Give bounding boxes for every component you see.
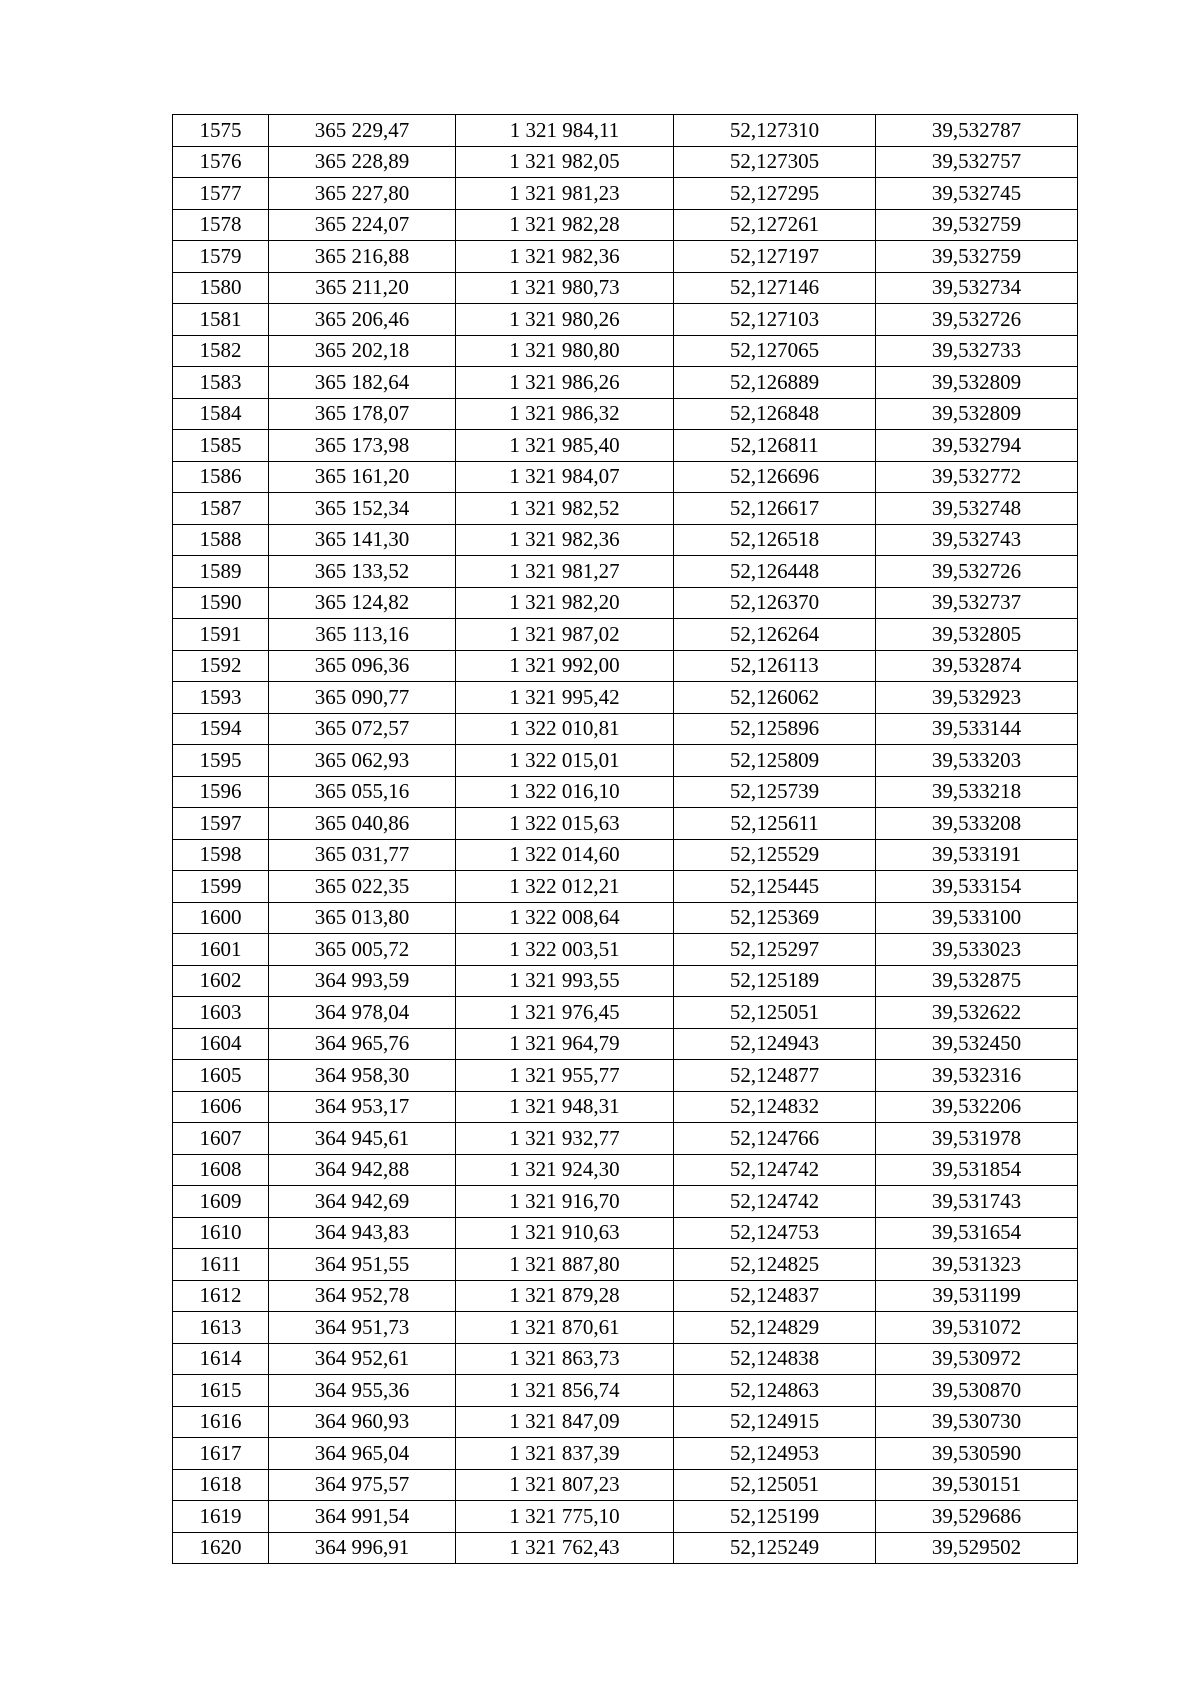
point-number-cell: 1605 [173, 1060, 269, 1092]
point-number-cell: 1603 [173, 997, 269, 1029]
longitude-cell: 39,531654 [876, 1217, 1078, 1249]
latitude-cell: 52,127146 [674, 272, 876, 304]
x-coordinate-cell: 365 229,47 [269, 115, 456, 147]
table-row [173, 965, 1078, 997]
table-row [173, 398, 1078, 430]
table-row [173, 146, 1078, 178]
latitude-cell: 52,126811 [674, 430, 876, 462]
longitude-cell: 39,533208 [876, 808, 1078, 840]
point-number-cell: 1600 [173, 902, 269, 934]
x-coordinate-cell: 365 113,16 [269, 619, 456, 651]
y-coordinate-cell: 1 321 980,26 [456, 304, 674, 336]
x-coordinate-cell: 365 152,34 [269, 493, 456, 525]
y-coordinate-cell: 1 321 993,55 [456, 965, 674, 997]
y-coordinate-cell: 1 322 010,81 [456, 713, 674, 745]
point-number-cell: 1602 [173, 965, 269, 997]
latitude-cell: 52,124838 [674, 1343, 876, 1375]
x-coordinate-cell: 364 991,54 [269, 1501, 456, 1533]
y-coordinate-cell: 1 321 887,80 [456, 1249, 674, 1281]
y-coordinate-cell: 1 321 955,77 [456, 1060, 674, 1092]
x-coordinate-cell: 364 951,55 [269, 1249, 456, 1281]
longitude-cell: 39,533203 [876, 745, 1078, 777]
point-number-cell: 1595 [173, 745, 269, 777]
longitude-cell: 39,531323 [876, 1249, 1078, 1281]
latitude-cell: 52,126889 [674, 367, 876, 399]
table-row [173, 1091, 1078, 1123]
longitude-cell: 39,532757 [876, 146, 1078, 178]
latitude-cell: 52,125611 [674, 808, 876, 840]
longitude-cell: 39,532759 [876, 241, 1078, 273]
y-coordinate-cell: 1 322 003,51 [456, 934, 674, 966]
x-coordinate-cell: 364 975,57 [269, 1469, 456, 1501]
x-coordinate-cell: 365 133,52 [269, 556, 456, 588]
x-coordinate-cell: 365 090,77 [269, 682, 456, 714]
y-coordinate-cell: 1 321 910,63 [456, 1217, 674, 1249]
y-coordinate-cell: 1 322 015,63 [456, 808, 674, 840]
table-row [173, 1249, 1078, 1281]
latitude-cell: 52,124766 [674, 1123, 876, 1155]
y-coordinate-cell: 1 321 870,61 [456, 1312, 674, 1344]
latitude-cell: 52,126518 [674, 524, 876, 556]
point-number-cell: 1616 [173, 1406, 269, 1438]
x-coordinate-cell: 365 013,80 [269, 902, 456, 934]
y-coordinate-cell: 1 321 984,11 [456, 115, 674, 147]
table-row [173, 335, 1078, 367]
y-coordinate-cell: 1 321 995,42 [456, 682, 674, 714]
longitude-cell: 39,530730 [876, 1406, 1078, 1438]
point-number-cell: 1584 [173, 398, 269, 430]
y-coordinate-cell: 1 321 982,05 [456, 146, 674, 178]
x-coordinate-cell: 365 206,46 [269, 304, 456, 336]
longitude-cell: 39,533023 [876, 934, 1078, 966]
y-coordinate-cell: 1 321 964,79 [456, 1028, 674, 1060]
point-number-cell: 1592 [173, 650, 269, 682]
longitude-cell: 39,532748 [876, 493, 1078, 525]
latitude-cell: 52,124832 [674, 1091, 876, 1123]
x-coordinate-cell: 364 945,61 [269, 1123, 456, 1155]
latitude-cell: 52,125249 [674, 1532, 876, 1564]
x-coordinate-cell: 365 055,16 [269, 776, 456, 808]
x-coordinate-cell: 364 960,93 [269, 1406, 456, 1438]
table-row [173, 430, 1078, 462]
longitude-cell: 39,532772 [876, 461, 1078, 493]
longitude-cell: 39,529502 [876, 1532, 1078, 1564]
point-number-cell: 1599 [173, 871, 269, 903]
x-coordinate-cell: 364 952,78 [269, 1280, 456, 1312]
latitude-cell: 52,125809 [674, 745, 876, 777]
y-coordinate-cell: 1 322 016,10 [456, 776, 674, 808]
y-coordinate-cell: 1 322 008,64 [456, 902, 674, 934]
point-number-cell: 1608 [173, 1154, 269, 1186]
longitude-cell: 39,532726 [876, 304, 1078, 336]
table-row [173, 745, 1078, 777]
latitude-cell: 52,124943 [674, 1028, 876, 1060]
longitude-cell: 39,532206 [876, 1091, 1078, 1123]
table-row [173, 934, 1078, 966]
point-number-cell: 1581 [173, 304, 269, 336]
table-row [173, 997, 1078, 1029]
latitude-cell: 52,125051 [674, 997, 876, 1029]
y-coordinate-cell: 1 321 916,70 [456, 1186, 674, 1218]
y-coordinate-cell: 1 322 012,21 [456, 871, 674, 903]
point-number-cell: 1607 [173, 1123, 269, 1155]
x-coordinate-cell: 365 040,86 [269, 808, 456, 840]
point-number-cell: 1587 [173, 493, 269, 525]
x-coordinate-cell: 364 965,76 [269, 1028, 456, 1060]
y-coordinate-cell: 1 322 014,60 [456, 839, 674, 871]
x-coordinate-cell: 365 005,72 [269, 934, 456, 966]
y-coordinate-cell: 1 321 985,40 [456, 430, 674, 462]
table-row [173, 556, 1078, 588]
y-coordinate-cell: 1 321 982,20 [456, 587, 674, 619]
x-coordinate-cell: 365 227,80 [269, 178, 456, 210]
point-number-cell: 1580 [173, 272, 269, 304]
point-number-cell: 1620 [173, 1532, 269, 1564]
longitude-cell: 39,533218 [876, 776, 1078, 808]
latitude-cell: 52,127305 [674, 146, 876, 178]
table-row [173, 1532, 1078, 1564]
latitude-cell: 52,124877 [674, 1060, 876, 1092]
table-row [173, 776, 1078, 808]
x-coordinate-cell: 364 955,36 [269, 1375, 456, 1407]
latitude-cell: 52,125445 [674, 871, 876, 903]
longitude-cell: 39,532745 [876, 178, 1078, 210]
table-row [173, 682, 1078, 714]
y-coordinate-cell: 1 321 879,28 [456, 1280, 674, 1312]
latitude-cell: 52,124742 [674, 1154, 876, 1186]
longitude-cell: 39,532875 [876, 965, 1078, 997]
point-number-cell: 1577 [173, 178, 269, 210]
table-row [173, 871, 1078, 903]
table-row [173, 1154, 1078, 1186]
point-number-cell: 1576 [173, 146, 269, 178]
longitude-cell: 39,531072 [876, 1312, 1078, 1344]
longitude-cell: 39,531854 [876, 1154, 1078, 1186]
x-coordinate-cell: 365 224,07 [269, 209, 456, 241]
longitude-cell: 39,531978 [876, 1123, 1078, 1155]
point-number-cell: 1585 [173, 430, 269, 462]
latitude-cell: 52,124953 [674, 1438, 876, 1470]
table-row [173, 493, 1078, 525]
longitude-cell: 39,532759 [876, 209, 1078, 241]
y-coordinate-cell: 1 321 847,09 [456, 1406, 674, 1438]
longitude-cell: 39,532805 [876, 619, 1078, 651]
x-coordinate-cell: 365 216,88 [269, 241, 456, 273]
table-row [173, 839, 1078, 871]
y-coordinate-cell: 1 321 762,43 [456, 1532, 674, 1564]
table-row [173, 209, 1078, 241]
latitude-cell: 52,124825 [674, 1249, 876, 1281]
y-coordinate-cell: 1 321 982,52 [456, 493, 674, 525]
point-number-cell: 1583 [173, 367, 269, 399]
latitude-cell: 52,124837 [674, 1280, 876, 1312]
y-coordinate-cell: 1 321 992,00 [456, 650, 674, 682]
latitude-cell: 52,125189 [674, 965, 876, 997]
x-coordinate-cell: 364 953,17 [269, 1091, 456, 1123]
x-coordinate-cell: 365 211,20 [269, 272, 456, 304]
longitude-cell: 39,531199 [876, 1280, 1078, 1312]
x-coordinate-cell: 365 173,98 [269, 430, 456, 462]
table-row [173, 178, 1078, 210]
point-number-cell: 1615 [173, 1375, 269, 1407]
table-row [173, 272, 1078, 304]
longitude-cell: 39,533100 [876, 902, 1078, 934]
x-coordinate-cell: 365 072,57 [269, 713, 456, 745]
x-coordinate-cell: 365 022,35 [269, 871, 456, 903]
y-coordinate-cell: 1 321 986,32 [456, 398, 674, 430]
point-number-cell: 1596 [173, 776, 269, 808]
table-row [173, 1438, 1078, 1470]
longitude-cell: 39,532737 [876, 587, 1078, 619]
table-row [173, 1028, 1078, 1060]
longitude-cell: 39,532809 [876, 367, 1078, 399]
table-row [173, 304, 1078, 336]
longitude-cell: 39,530151 [876, 1469, 1078, 1501]
longitude-cell: 39,532734 [876, 272, 1078, 304]
longitude-cell: 39,533191 [876, 839, 1078, 871]
y-coordinate-cell: 1 321 837,39 [456, 1438, 674, 1470]
x-coordinate-cell: 364 943,83 [269, 1217, 456, 1249]
longitude-cell: 39,532809 [876, 398, 1078, 430]
point-number-cell: 1606 [173, 1091, 269, 1123]
table-row [173, 1312, 1078, 1344]
latitude-cell: 52,127065 [674, 335, 876, 367]
longitude-cell: 39,530972 [876, 1343, 1078, 1375]
latitude-cell: 52,127310 [674, 115, 876, 147]
x-coordinate-cell: 365 124,82 [269, 587, 456, 619]
y-coordinate-cell: 1 321 981,27 [456, 556, 674, 588]
table-row [173, 1280, 1078, 1312]
longitude-cell: 39,530870 [876, 1375, 1078, 1407]
coordinates-table-body [173, 115, 1078, 1564]
longitude-cell: 39,529686 [876, 1501, 1078, 1533]
table-row [173, 1060, 1078, 1092]
y-coordinate-cell: 1 321 984,07 [456, 461, 674, 493]
table-row [173, 808, 1078, 840]
x-coordinate-cell: 364 942,69 [269, 1186, 456, 1218]
point-number-cell: 1589 [173, 556, 269, 588]
table-row [173, 367, 1078, 399]
y-coordinate-cell: 1 321 987,02 [456, 619, 674, 651]
table-row [173, 619, 1078, 651]
x-coordinate-cell: 365 161,20 [269, 461, 456, 493]
point-number-cell: 1582 [173, 335, 269, 367]
table-row [173, 524, 1078, 556]
latitude-cell: 52,125297 [674, 934, 876, 966]
x-coordinate-cell: 365 096,36 [269, 650, 456, 682]
x-coordinate-cell: 365 202,18 [269, 335, 456, 367]
y-coordinate-cell: 1 321 982,36 [456, 241, 674, 273]
latitude-cell: 52,124863 [674, 1375, 876, 1407]
point-number-cell: 1591 [173, 619, 269, 651]
latitude-cell: 52,127261 [674, 209, 876, 241]
y-coordinate-cell: 1 321 775,10 [456, 1501, 674, 1533]
longitude-cell: 39,532622 [876, 997, 1078, 1029]
table-row [173, 1343, 1078, 1375]
point-number-cell: 1597 [173, 808, 269, 840]
table-row [173, 713, 1078, 745]
x-coordinate-cell: 364 942,88 [269, 1154, 456, 1186]
y-coordinate-cell: 1 321 807,23 [456, 1469, 674, 1501]
latitude-cell: 52,126264 [674, 619, 876, 651]
x-coordinate-cell: 364 951,73 [269, 1312, 456, 1344]
y-coordinate-cell: 1 321 980,73 [456, 272, 674, 304]
longitude-cell: 39,532743 [876, 524, 1078, 556]
table-row [173, 1469, 1078, 1501]
latitude-cell: 52,126696 [674, 461, 876, 493]
latitude-cell: 52,126062 [674, 682, 876, 714]
point-number-cell: 1618 [173, 1469, 269, 1501]
latitude-cell: 52,126448 [674, 556, 876, 588]
latitude-cell: 52,124753 [674, 1217, 876, 1249]
point-number-cell: 1579 [173, 241, 269, 273]
point-number-cell: 1611 [173, 1249, 269, 1281]
point-number-cell: 1612 [173, 1280, 269, 1312]
point-number-cell: 1619 [173, 1501, 269, 1533]
point-number-cell: 1609 [173, 1186, 269, 1218]
table-row [173, 650, 1078, 682]
table-row [173, 1501, 1078, 1533]
longitude-cell: 39,532794 [876, 430, 1078, 462]
y-coordinate-cell: 1 321 976,45 [456, 997, 674, 1029]
table-row [173, 587, 1078, 619]
latitude-cell: 52,126617 [674, 493, 876, 525]
x-coordinate-cell: 365 141,30 [269, 524, 456, 556]
y-coordinate-cell: 1 321 856,74 [456, 1375, 674, 1407]
point-number-cell: 1613 [173, 1312, 269, 1344]
latitude-cell: 52,125051 [674, 1469, 876, 1501]
longitude-cell: 39,530590 [876, 1438, 1078, 1470]
x-coordinate-cell: 364 978,04 [269, 997, 456, 1029]
table-row [173, 1123, 1078, 1155]
latitude-cell: 52,127197 [674, 241, 876, 273]
x-coordinate-cell: 364 958,30 [269, 1060, 456, 1092]
latitude-cell: 52,125369 [674, 902, 876, 934]
latitude-cell: 52,125739 [674, 776, 876, 808]
latitude-cell: 52,126113 [674, 650, 876, 682]
y-coordinate-cell: 1 322 015,01 [456, 745, 674, 777]
latitude-cell: 52,125529 [674, 839, 876, 871]
longitude-cell: 39,532316 [876, 1060, 1078, 1092]
x-coordinate-cell: 364 965,04 [269, 1438, 456, 1470]
longitude-cell: 39,532733 [876, 335, 1078, 367]
longitude-cell: 39,532450 [876, 1028, 1078, 1060]
point-number-cell: 1617 [173, 1438, 269, 1470]
longitude-cell: 39,533154 [876, 871, 1078, 903]
point-number-cell: 1598 [173, 839, 269, 871]
x-coordinate-cell: 365 182,64 [269, 367, 456, 399]
y-coordinate-cell: 1 321 980,80 [456, 335, 674, 367]
y-coordinate-cell: 1 321 982,28 [456, 209, 674, 241]
coordinates-table [172, 114, 1078, 1564]
latitude-cell: 52,125199 [674, 1501, 876, 1533]
point-number-cell: 1604 [173, 1028, 269, 1060]
longitude-cell: 39,531743 [876, 1186, 1078, 1218]
point-number-cell: 1578 [173, 209, 269, 241]
y-coordinate-cell: 1 321 948,31 [456, 1091, 674, 1123]
x-coordinate-cell: 364 993,59 [269, 965, 456, 997]
y-coordinate-cell: 1 321 924,30 [456, 1154, 674, 1186]
y-coordinate-cell: 1 321 986,26 [456, 367, 674, 399]
y-coordinate-cell: 1 321 932,77 [456, 1123, 674, 1155]
x-coordinate-cell: 364 996,91 [269, 1532, 456, 1564]
table-row [173, 1217, 1078, 1249]
point-number-cell: 1593 [173, 682, 269, 714]
longitude-cell: 39,532923 [876, 682, 1078, 714]
longitude-cell: 39,532787 [876, 115, 1078, 147]
point-number-cell: 1586 [173, 461, 269, 493]
latitude-cell: 52,124742 [674, 1186, 876, 1218]
longitude-cell: 39,532726 [876, 556, 1078, 588]
x-coordinate-cell: 365 178,07 [269, 398, 456, 430]
latitude-cell: 52,127103 [674, 304, 876, 336]
y-coordinate-cell: 1 321 982,36 [456, 524, 674, 556]
table-row [173, 1406, 1078, 1438]
y-coordinate-cell: 1 321 981,23 [456, 178, 674, 210]
latitude-cell: 52,127295 [674, 178, 876, 210]
latitude-cell: 52,124829 [674, 1312, 876, 1344]
point-number-cell: 1590 [173, 587, 269, 619]
x-coordinate-cell: 365 228,89 [269, 146, 456, 178]
latitude-cell: 52,126848 [674, 398, 876, 430]
longitude-cell: 39,532874 [876, 650, 1078, 682]
point-number-cell: 1575 [173, 115, 269, 147]
longitude-cell: 39,533144 [876, 713, 1078, 745]
latitude-cell: 52,124915 [674, 1406, 876, 1438]
latitude-cell: 52,125896 [674, 713, 876, 745]
point-number-cell: 1610 [173, 1217, 269, 1249]
table-row [173, 461, 1078, 493]
table-row [173, 902, 1078, 934]
point-number-cell: 1594 [173, 713, 269, 745]
table-row [173, 115, 1078, 147]
table-row [173, 1186, 1078, 1218]
table-row [173, 241, 1078, 273]
x-coordinate-cell: 365 031,77 [269, 839, 456, 871]
y-coordinate-cell: 1 321 863,73 [456, 1343, 674, 1375]
point-number-cell: 1588 [173, 524, 269, 556]
table-row [173, 1375, 1078, 1407]
point-number-cell: 1614 [173, 1343, 269, 1375]
x-coordinate-cell: 364 952,61 [269, 1343, 456, 1375]
latitude-cell: 52,126370 [674, 587, 876, 619]
point-number-cell: 1601 [173, 934, 269, 966]
x-coordinate-cell: 365 062,93 [269, 745, 456, 777]
